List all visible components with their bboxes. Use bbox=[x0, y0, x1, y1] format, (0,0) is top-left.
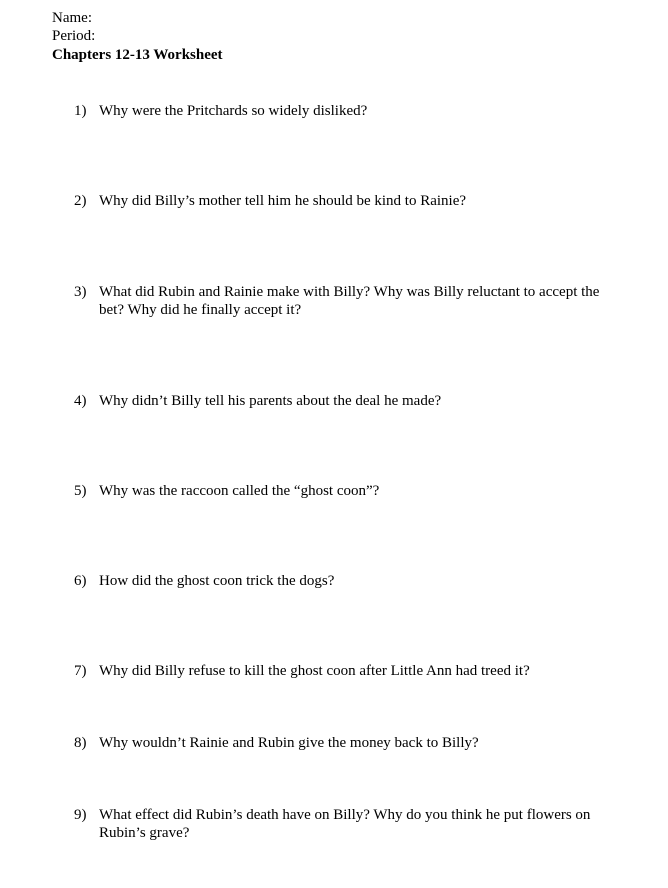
question-5 bbox=[74, 482, 614, 500]
question-number: 6) bbox=[74, 573, 87, 589]
question-text: Why did Billy refuse to kill the ghost coon after Little Ann had treed it? bbox=[99, 663, 530, 679]
question-number: 2) bbox=[74, 193, 87, 209]
question-text: Why was the raccoon called the “ghost coon”? bbox=[99, 483, 380, 499]
question-9 bbox=[74, 806, 614, 842]
question-number: 9) bbox=[74, 807, 87, 823]
question-number: 7) bbox=[74, 663, 87, 679]
question-text: Why didn’t Billy tell his parents about the deal he made? bbox=[99, 393, 442, 409]
question-4 bbox=[74, 392, 614, 410]
question-text: What effect did Rubin’s death have on Billy? Why do you think he put flowers on Rubin’s grave? bbox=[99, 807, 591, 841]
question-2 bbox=[74, 192, 614, 210]
question-text: Why did Billy’s mother tell him he should be kind to Rainie? bbox=[99, 193, 467, 209]
worksheet-title: Chapters 12-13 Worksheet bbox=[52, 47, 223, 63]
question-text: Why were the Pritchards so widely disliked? bbox=[99, 103, 368, 119]
question-3 bbox=[74, 283, 614, 319]
question-8 bbox=[74, 734, 614, 752]
question-text: Why wouldn’t Rainie and Rubin give the money back to Billy? bbox=[99, 735, 479, 751]
question-number: 8) bbox=[74, 735, 87, 751]
question-number: 4) bbox=[74, 393, 87, 409]
question-text: How did the ghost coon trick the dogs? bbox=[99, 573, 335, 589]
question-7 bbox=[74, 662, 614, 680]
question-6 bbox=[74, 572, 614, 590]
question-text: What did Rubin and Rainie make with Billy? Why was Billy reluctant to accept the bet? Why did he finally accept it? bbox=[99, 284, 600, 318]
period-label: Period: bbox=[52, 28, 96, 44]
question-number: 5) bbox=[74, 483, 87, 499]
question-number: 1) bbox=[74, 103, 87, 119]
name-label: Name: bbox=[52, 10, 92, 26]
question-1 bbox=[74, 102, 614, 120]
question-number: 3) bbox=[74, 284, 87, 300]
